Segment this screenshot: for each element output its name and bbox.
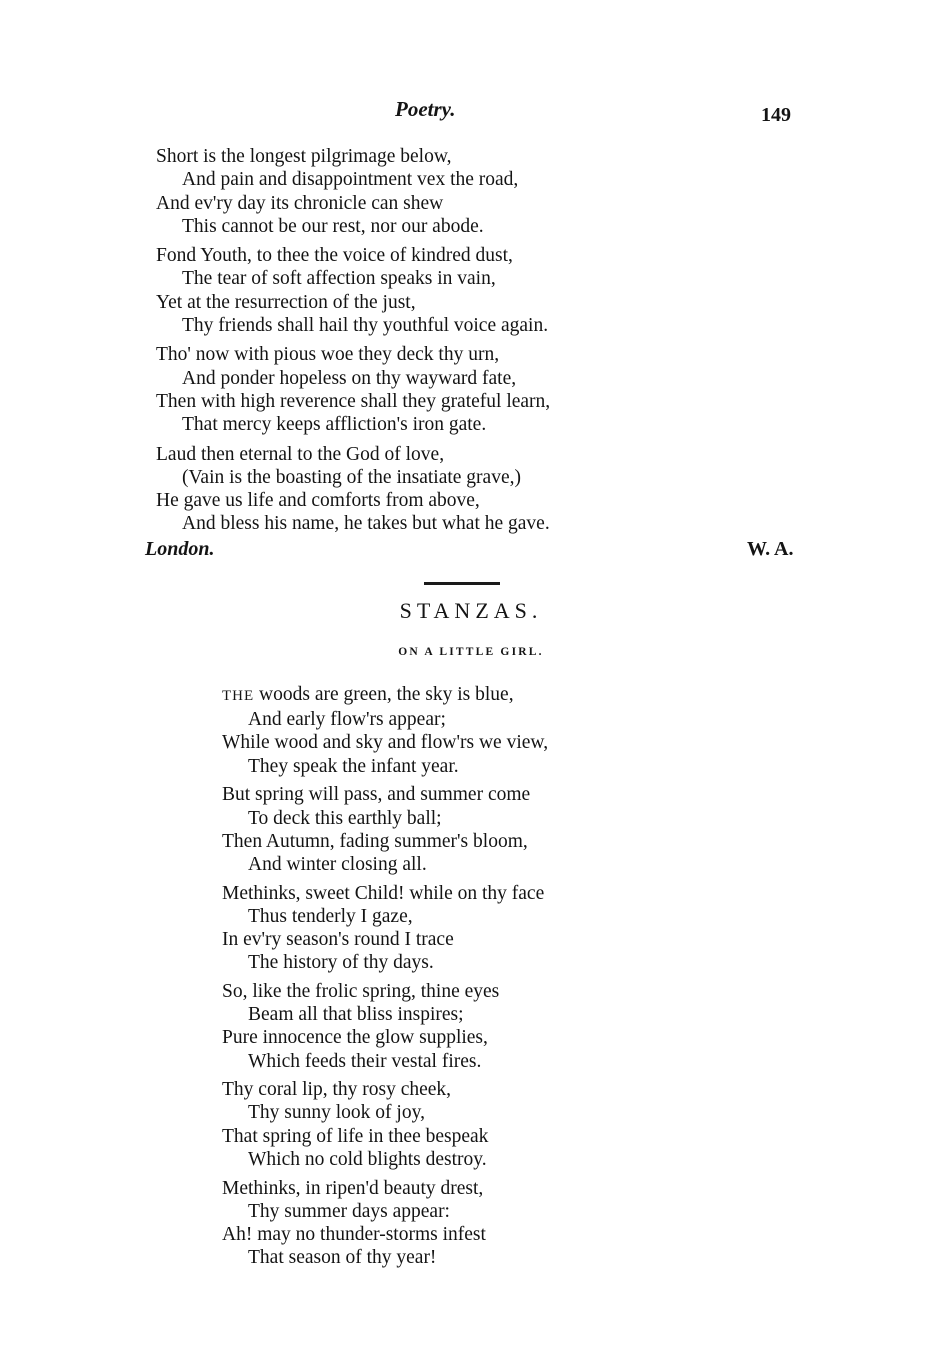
verse-line: And ponder hopeless on thy wayward fate, <box>182 367 517 389</box>
verse-line: But spring will pass, and summer come <box>222 784 531 806</box>
verse-line: Beam all that bliss inspires; <box>248 1004 464 1026</box>
verse-line: To deck this earthly ball; <box>248 807 442 829</box>
verse-line: Methinks, in ripen'd beauty drest, <box>222 1177 484 1199</box>
verse-line: And early flow'rs appear; <box>248 709 446 731</box>
verse-line: And winter closing all. <box>248 853 427 875</box>
verse-line: He gave us life and comforts from above, <box>156 490 480 512</box>
verse-line: Thus tenderly I gaze, <box>248 905 413 927</box>
verse-line: Which no cold blights destroy. <box>248 1148 487 1170</box>
stanza <box>222 882 548 975</box>
verse-line: That season of thy year! <box>248 1247 437 1269</box>
verse-line: Pure innocence the glow supplies, <box>222 1027 488 1049</box>
stanza <box>156 244 550 337</box>
author-initials: W. A. <box>747 538 794 560</box>
verse-line: Thy friends shall hail thy youthful voice again. <box>182 315 549 337</box>
verse-line: Which feeds their vestal fires. <box>248 1050 482 1072</box>
verse-line: (Vain is the boasting of the insatiate grave,) <box>182 466 521 488</box>
poem-subtitle: ON A LITTLE GIRL. <box>398 646 544 658</box>
verse-line: Methinks, sweet Child! while on thy face <box>222 882 545 904</box>
verse-line: Laud then eternal to the God of love, <box>156 443 445 465</box>
verse-line: While wood and sky and flow'rs we view, <box>222 732 549 754</box>
stanza <box>156 443 550 536</box>
page-number: 149 <box>761 104 791 126</box>
stanza <box>222 980 548 1073</box>
running-head: Poetry. <box>395 97 456 121</box>
verse-line: Thy coral lip, thy rosy cheek, <box>222 1079 452 1101</box>
verse-line: And pain and disappointment vex the road, <box>182 169 519 191</box>
drop-word: THE <box>222 688 255 704</box>
verse-line: Yet at the resurrection of the just, <box>156 291 416 313</box>
stanza <box>156 145 550 238</box>
verse-line: In ev'ry season's round I trace <box>222 929 454 951</box>
verse-line: Fond Youth, to thee the voice of kindred dust, <box>156 245 513 267</box>
stanza <box>222 1078 548 1171</box>
verse-line: They speak the infant year. <box>248 755 459 777</box>
poem-stanzas <box>222 683 548 1275</box>
verse-line: So, like the frolic spring, thine eyes <box>222 980 500 1002</box>
stanza <box>156 343 550 436</box>
stanza <box>222 683 548 778</box>
verse-line: And ev'ry day its chronicle can shew <box>156 192 444 214</box>
verse-line-rest: woods are green, the sky is blue, <box>259 684 514 705</box>
verse-line: This cannot be our rest, nor our abode. <box>182 215 484 237</box>
poem-title: STANZAS. <box>399 598 543 623</box>
verse-line: Then Autumn, fading summer's bloom, <box>222 830 528 852</box>
verse-line <box>222 683 548 708</box>
verse-line: The history of thy days. <box>248 952 434 974</box>
poem-previous <box>156 145 550 542</box>
verse-line: Short is the longest pilgrimage below, <box>156 146 452 167</box>
verse-line: That mercy keeps affliction's iron gate. <box>182 414 487 436</box>
verse-line: Ah! may no thunder-storms infest <box>222 1223 486 1245</box>
place-of-writing: London. <box>145 538 215 560</box>
verse-line: Thy sunny look of joy, <box>248 1102 425 1124</box>
verse-line: Thy summer days appear: <box>248 1200 450 1222</box>
stanza <box>222 1177 548 1270</box>
verse-line: The tear of soft affection speaks in vain, <box>182 268 496 290</box>
section-divider <box>424 582 500 585</box>
verse-line: Then with high reverence shall they grateful learn, <box>156 390 551 412</box>
verse-line: That spring of life in thee bespeak <box>222 1125 489 1147</box>
verse-line: And bless his name, he takes but what he gave. <box>182 513 550 535</box>
stanza <box>222 783 548 876</box>
verse-line: Tho' now with pious woe they deck thy urn, <box>156 344 500 366</box>
